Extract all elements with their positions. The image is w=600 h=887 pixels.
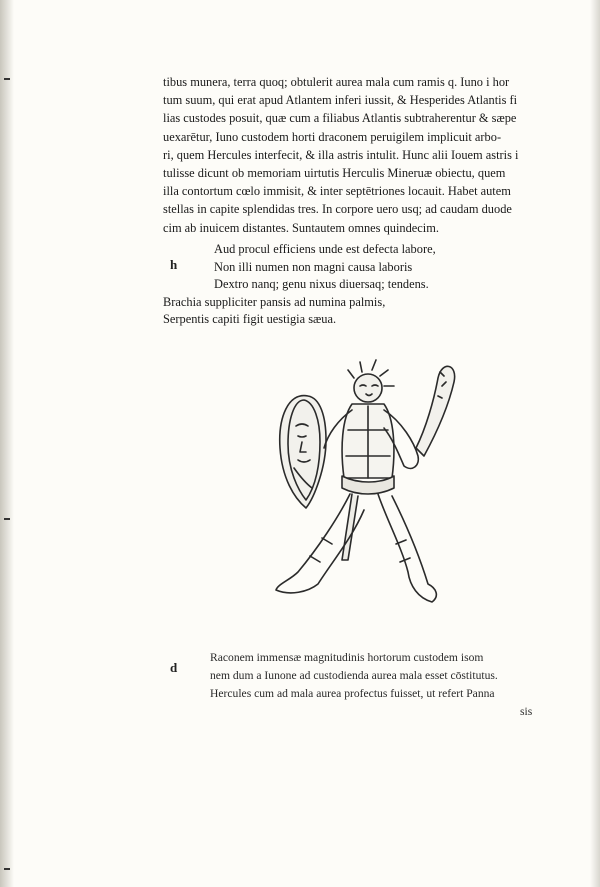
commentary-paragraph	[210, 649, 550, 702]
binding-mark	[4, 78, 10, 80]
text-line: cim ab inuicem distantes. Suntautem omnes quindecim.	[163, 220, 439, 235]
verse-line: Aud procul efficiens unde est defecta labore,	[214, 242, 436, 256]
text-line: nem dum a Iunone ad custodienda aurea mala esset cōstitutus.	[210, 668, 498, 682]
binding-mark	[4, 518, 10, 520]
binding-mark	[4, 868, 10, 870]
text-line: ri, quem Hercules interfecit, & illa astris intulit. Hunc alii Iouem astris i	[163, 147, 519, 162]
verse-line: Brachia suppliciter pansis ad numina palmis,	[163, 294, 386, 309]
text-line: lias custodes posuit, quæ cum a filiabus Atlantis subtraherentur & sæpe	[163, 111, 517, 126]
text-line: tulisse dicunt ob memoriam uirtutis Herculis Mineruæ obiectu, quem	[163, 166, 506, 181]
verse-line: Non illi numen non magni causa laboris	[214, 259, 413, 274]
catchword: sis	[520, 705, 533, 718]
hercules-woodcut	[268, 348, 458, 613]
text-line: Hercules cum ad mala aurea profectus fuisset, ut refert Panna	[210, 686, 495, 700]
text-line: tum suum, qui erat apud Atlantem inferi iussit, & Hesperides Atlantis fi	[163, 93, 518, 108]
text-line: Raconem immensæ magnitudinis hortorum custodem isom	[210, 651, 484, 664]
margin-letter-d: d	[170, 660, 178, 675]
verse-block	[163, 241, 493, 329]
margin-letter-h: h	[170, 257, 178, 272]
text-line: illa contortum cœlo immisit, & inter septētriones locauit. Habet autem	[163, 184, 511, 199]
main-paragraph	[163, 73, 551, 237]
verse-line: Serpentis capiti figit uestigia sæua.	[163, 312, 337, 327]
text-line: uexarētur, Iuno custodem horti draconem peruigilem implicuit arbo-	[163, 129, 502, 144]
page-edge-shadow	[590, 0, 600, 887]
page-gutter-shadow	[0, 0, 14, 887]
text-line: tibus munera, terra quoq; obtulerit aurea mala cum ramis q. Iuno i hor	[163, 75, 510, 89]
verse-line: Dextro nanq; genu nixus diuersaq; tendens.	[214, 277, 429, 292]
text-line: stellas in capite splendidas tres. In corpore uero usq; ad caudam duode	[163, 202, 512, 217]
